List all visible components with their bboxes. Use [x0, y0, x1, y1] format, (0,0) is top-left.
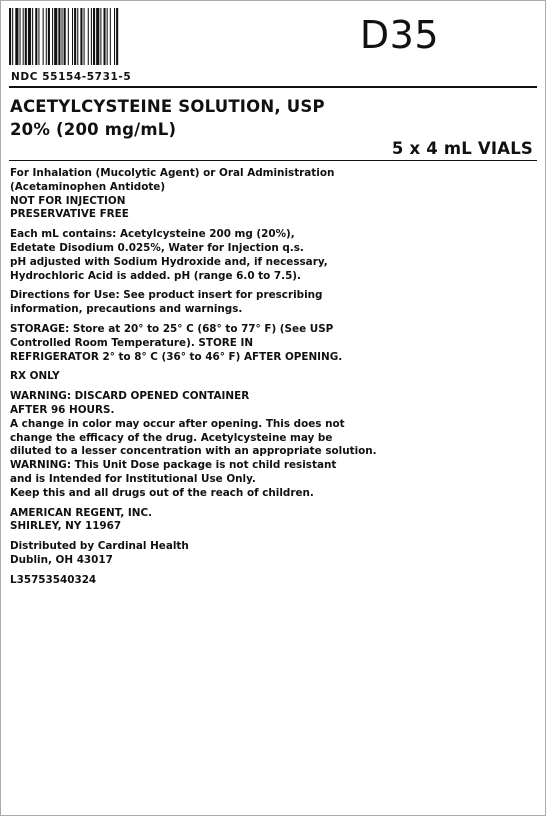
label-body	[10, 167, 535, 594]
text-line: A change in color may occur after opening. This does not	[10, 417, 345, 430]
barcode-bar	[84, 8, 85, 65]
barcode-bar	[54, 8, 57, 65]
text-line: PRESERVATIVE FREE	[10, 208, 129, 221]
text-line: Hydrochloric Acid is added. pH (range 6.0 to 7.5).	[10, 269, 301, 282]
title-divider	[9, 160, 537, 161]
text-line: Each mL contains: Acetylcysteine 200 mg (20%),	[10, 228, 295, 241]
text-line: L35753540324	[10, 573, 97, 586]
lot-code-block	[10, 574, 535, 588]
barcode-bar	[64, 8, 66, 65]
barcode-bar	[110, 8, 111, 65]
barcode-bar	[72, 8, 73, 65]
package-size: 5 x 4 mL VIALS	[391, 139, 533, 158]
text-line: pH adjusted with Sodium Hydroxide and, if necessary,	[10, 255, 328, 268]
text-line: Keep this and all drugs out of the reach of children.	[10, 486, 314, 499]
barcode-bar	[48, 8, 50, 65]
barcode-bar	[107, 8, 108, 65]
text-line: Controlled Room Temperature). STORE IN	[10, 336, 254, 349]
product-title	[10, 95, 325, 141]
text-line: WARNING: This Unit Dose package is not child resistant	[10, 459, 337, 472]
barcode-bar	[20, 8, 21, 65]
text-line: REFRIGERATOR 2° to 8° C (36° to 46° F) AFTER OPENING.	[10, 350, 343, 363]
text-line: Directions for Use: See product insert for prescribing	[10, 289, 323, 302]
storage-block	[10, 323, 535, 364]
text-line: Edetate Disodium 0.025%, Water for Injection q.s.	[10, 241, 304, 254]
rx-only-block	[10, 370, 535, 384]
barcode-bar	[96, 8, 99, 65]
ingredients-block	[10, 228, 535, 283]
barcode-bar	[100, 8, 101, 65]
barcode-bar	[32, 8, 33, 65]
text-line: STORAGE: Store at 20° to 25° C (68° to 77° F) (See USP	[10, 322, 334, 335]
barcode-bar	[35, 8, 37, 65]
distributor-block	[10, 540, 535, 568]
text-line: AFTER 96 HOURS.	[10, 403, 115, 416]
barcode-bar	[116, 8, 118, 65]
barcode-bar	[15, 8, 18, 65]
text-line: NOT FOR INJECTION	[10, 194, 126, 207]
barcode-bar	[91, 8, 92, 65]
text-line: diluted to a lesser concentration with an appropriate solution.	[10, 445, 377, 458]
text-line: AMERICAN REGENT, INC.	[10, 506, 153, 519]
barcode-bar	[68, 8, 69, 65]
barcode-bar	[80, 8, 82, 65]
directions-block	[10, 289, 535, 317]
barcode-bar	[28, 8, 31, 65]
barcode-bar	[46, 8, 47, 65]
text-line: (Acetaminophen Antidote)	[10, 180, 166, 193]
barcode-bar	[25, 8, 27, 65]
product-strength: 20% (200 mg/mL)	[10, 120, 177, 139]
text-line: change the efficacy of the drug. Acetylcysteine may be	[10, 431, 333, 444]
barcode-bar	[9, 8, 11, 65]
top-divider	[9, 86, 537, 88]
product-name: ACETYLCYSTEINE SOLUTION, USP	[10, 97, 325, 116]
barcode-bar	[38, 8, 39, 65]
text-line: WARNING: DISCARD OPENED CONTAINER	[10, 390, 250, 403]
barcode-bar	[88, 8, 89, 65]
label-code: D35	[359, 13, 439, 57]
barcode-bar	[114, 8, 115, 65]
text-line: For Inhalation (Mucolytic Agent) or Oral Administration	[10, 167, 335, 179]
barcode-bar	[23, 8, 24, 65]
text-line: RX ONLY	[10, 370, 60, 383]
barcode-bar	[52, 8, 53, 65]
text-line: SHIRLEY, NY 11967	[10, 520, 122, 533]
barcode-bar	[58, 8, 60, 65]
text-line: Distributed by Cardinal Health	[10, 540, 189, 553]
manufacturer-block	[10, 507, 535, 535]
barcode-bar	[43, 8, 44, 65]
text-line: and is Intended for Institutional Use Only.	[10, 472, 256, 485]
barcode-bar	[12, 8, 13, 65]
barcode-bar	[77, 8, 78, 65]
barcode	[9, 8, 159, 65]
barcode-bar	[93, 8, 95, 65]
ndc-number: NDC 55154-5731-5	[11, 71, 132, 83]
barcode-bar	[104, 8, 106, 65]
warnings-block	[10, 390, 535, 500]
administration-block	[10, 167, 535, 222]
barcode-bar	[62, 8, 63, 65]
barcode-bar	[74, 8, 76, 65]
text-line: Dublin, OH 43017	[10, 553, 113, 566]
text-line: information, precautions and warnings.	[10, 303, 243, 316]
